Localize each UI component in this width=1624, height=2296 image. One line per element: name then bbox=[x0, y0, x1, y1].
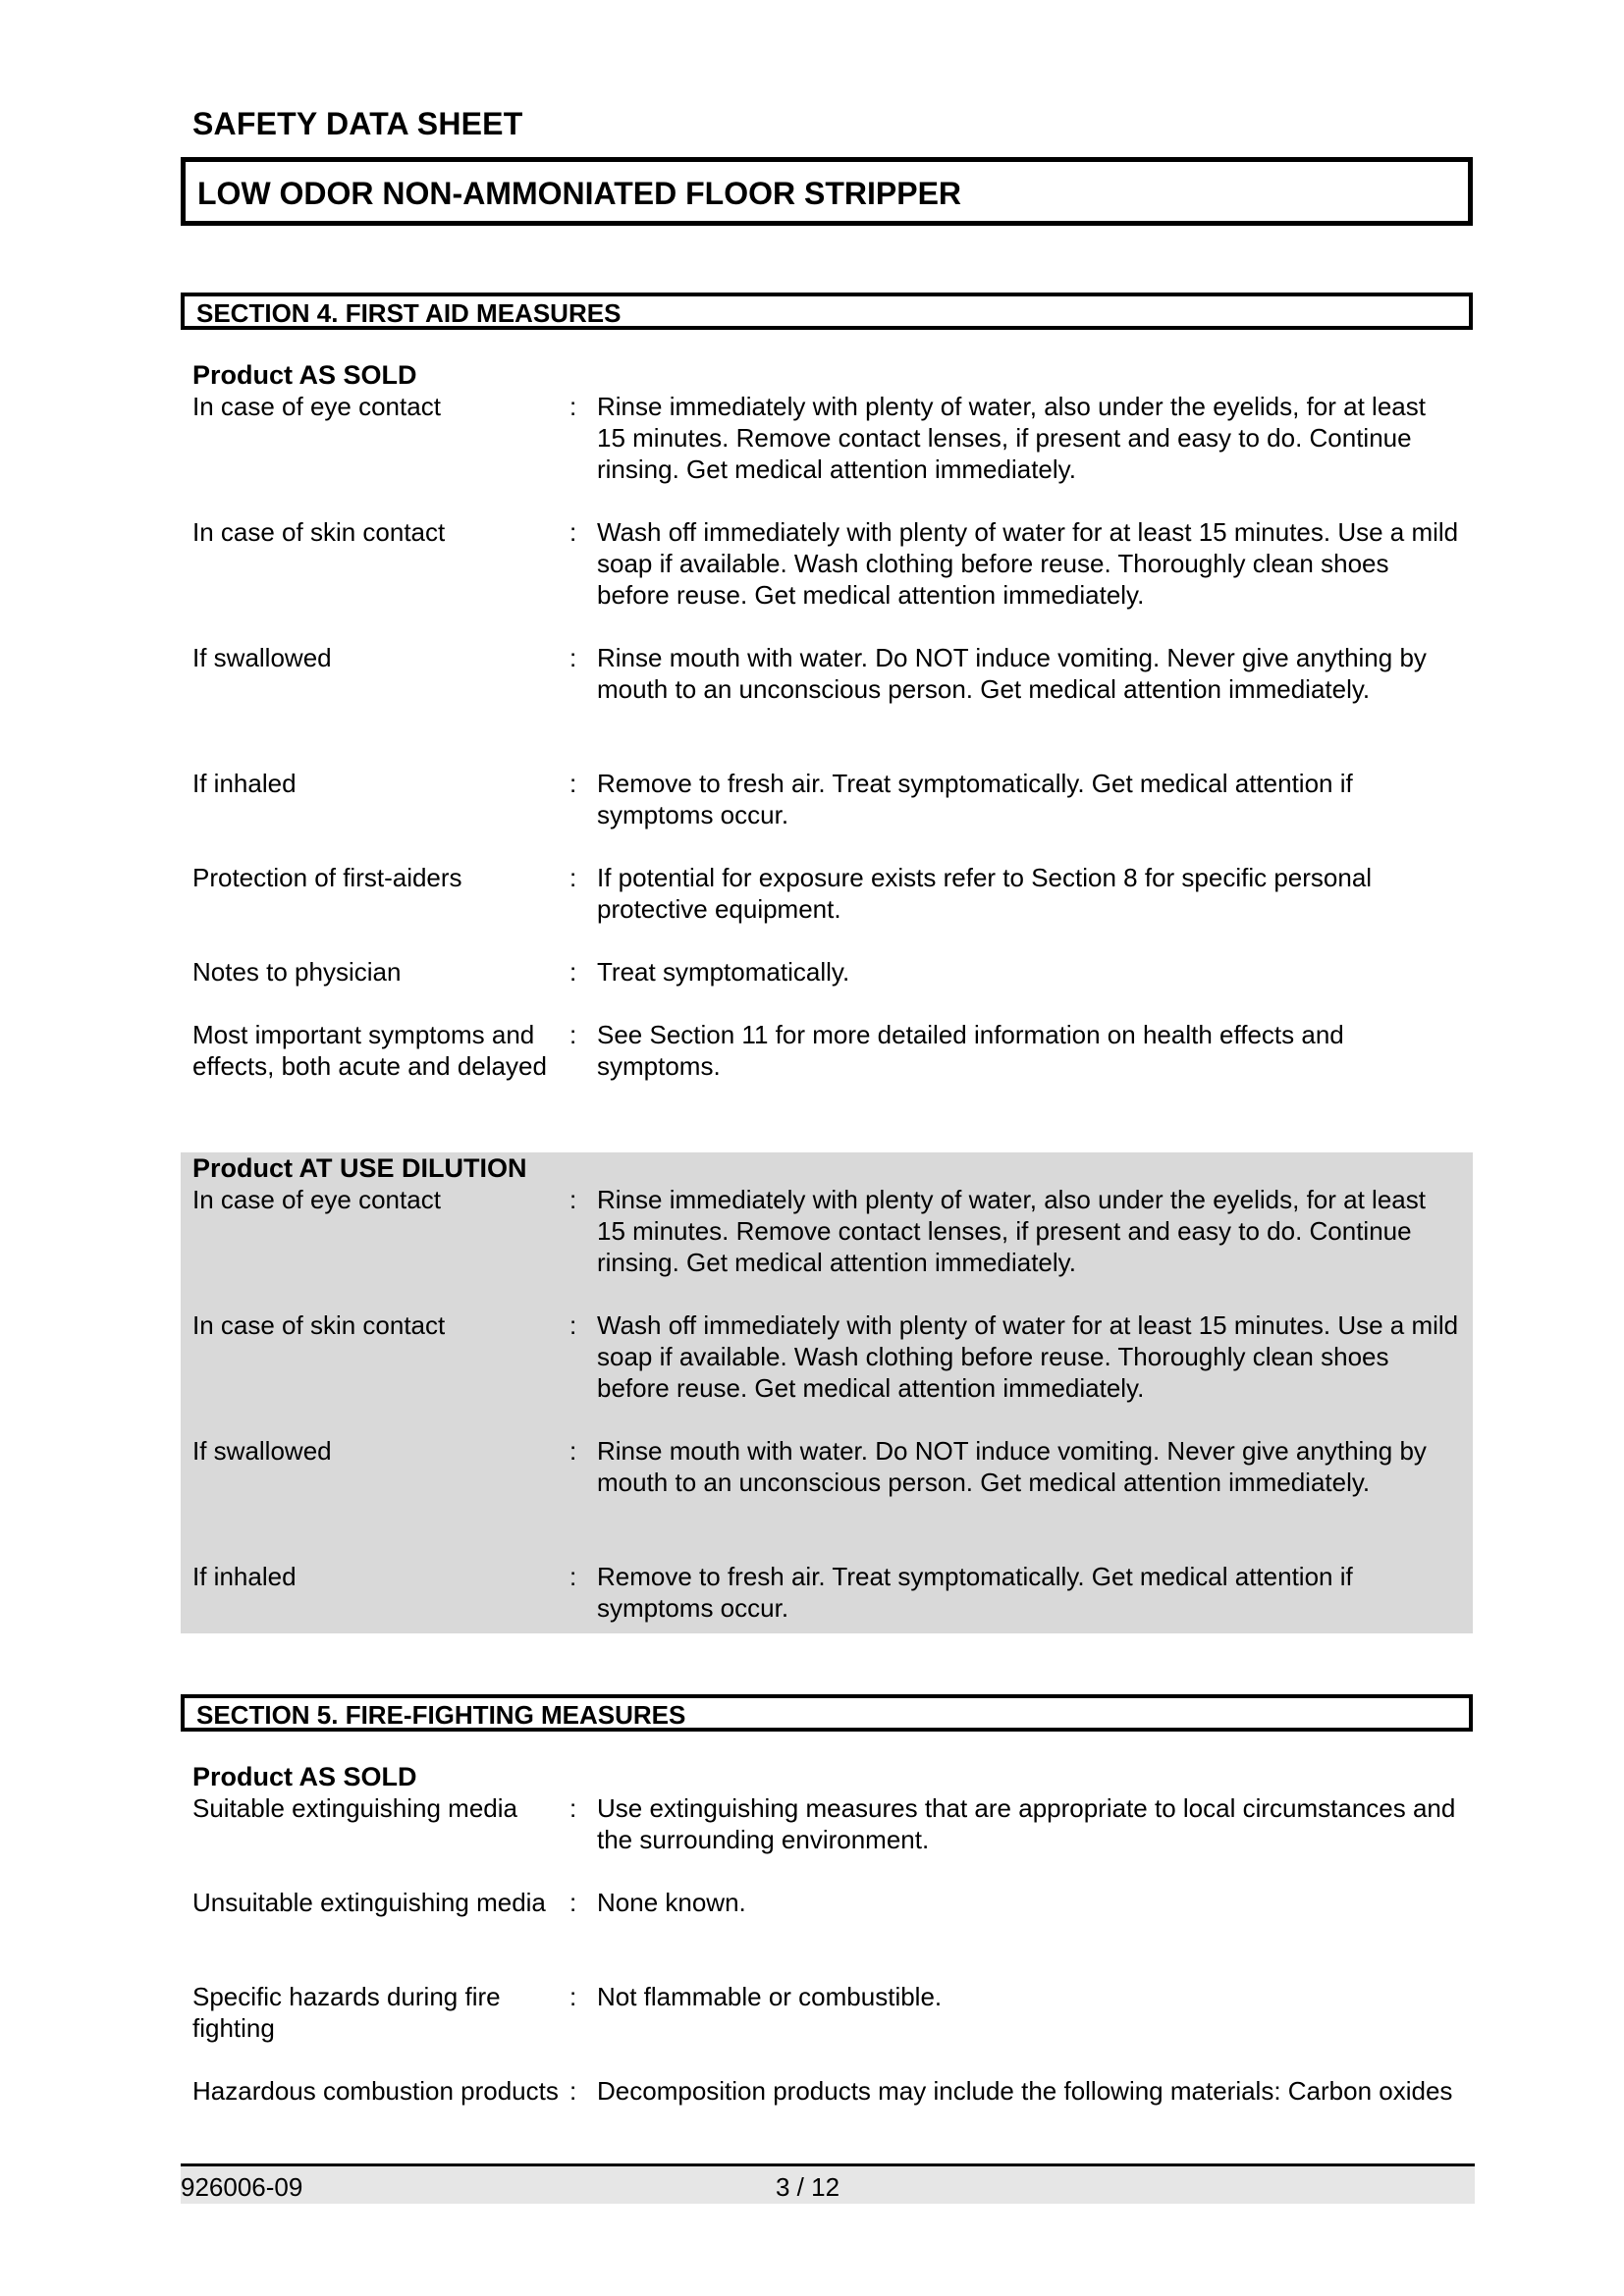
colon: : bbox=[569, 1793, 577, 1823]
field-value: None known. bbox=[597, 1888, 746, 1917]
list-item bbox=[181, 516, 1473, 642]
list-item bbox=[181, 1184, 1473, 1309]
colon: : bbox=[569, 769, 577, 798]
colon: : bbox=[569, 2076, 577, 2106]
section-4-as-sold-group bbox=[181, 359, 1473, 1129]
group-title: Product AT USE DILUTION bbox=[192, 1153, 527, 1183]
field-value: If potential for exposure exists refer to Section 8 for specific personal protective equipment. bbox=[597, 863, 1373, 924]
section-4-at-use-group bbox=[181, 1152, 1473, 1633]
field-value: Rinse mouth with water. Do NOT induce vomiting. Never give anything by mouth to an unconscious person. Get medical attention immediately. bbox=[597, 1436, 1427, 1497]
list-item bbox=[181, 956, 1473, 1019]
document-title: SAFETY DATA SHEET bbox=[192, 106, 523, 141]
field-value: See Section 11 for more detailed information on health effects and symptoms. bbox=[597, 1020, 1344, 1081]
field-value: Rinse mouth with water. Do NOT induce vomiting. Never give anything by mouth to an unconscious person. Get medical attention immediately. bbox=[597, 643, 1427, 704]
group-title: Product AS SOLD bbox=[192, 1762, 417, 1791]
field-label: If inhaled bbox=[192, 1562, 297, 1591]
product-name-box bbox=[181, 157, 1473, 226]
colon: : bbox=[569, 1888, 577, 1917]
list-item bbox=[181, 1981, 1473, 2075]
list-item bbox=[181, 642, 1473, 768]
field-value: Not flammable or combustible. bbox=[597, 1982, 943, 2011]
colon: : bbox=[569, 1436, 577, 1466]
field-label: Specific hazards during fire fighting bbox=[192, 1982, 501, 2043]
list-item bbox=[181, 391, 1473, 516]
field-value: Rinse immediately with plenty of water, also under the eyelids, for at least 15 minutes. Remove contact lenses, if present and easy to do. Continue rinsing. Get medical attention immediately. bbox=[597, 392, 1426, 484]
document-code: 926006-09 bbox=[181, 2172, 303, 2202]
list-item bbox=[181, 1887, 1473, 1981]
field-value: Wash off immediately with plenty of water for at least 15 minutes. Use a mild soap if available. Wash clothing before reuse. Thoroughly clean shoes before reuse. Get medical attention immediately. bbox=[597, 517, 1459, 610]
group-title: Product AS SOLD bbox=[192, 360, 417, 390]
field-value: Decomposition products may include the following materials: Carbon oxides bbox=[597, 2076, 1453, 2106]
field-label: Protection of first-aiders bbox=[192, 863, 462, 892]
section-5-title: SECTION 5. FIRE-FIGHTING MEASURES bbox=[196, 1700, 686, 1730]
field-value: Rinse immediately with plenty of water, also under the eyelids, for at least 15 minutes. Remove contact lenses, if present and easy to do. Continue rinsing. Get medical attention immediately. bbox=[597, 1185, 1426, 1277]
colon: : bbox=[569, 1020, 577, 1049]
field-label: If swallowed bbox=[192, 643, 332, 672]
section-4-header bbox=[181, 293, 1473, 330]
list-item bbox=[181, 862, 1473, 956]
colon: : bbox=[569, 1185, 577, 1214]
colon: : bbox=[569, 517, 577, 547]
field-value: Remove to fresh air. Treat symptomatically. Get medical attention if symptoms occur. bbox=[597, 1562, 1353, 1623]
field-label: If inhaled bbox=[192, 769, 297, 798]
field-value: Treat symptomatically. bbox=[597, 957, 850, 987]
field-label: Hazardous combustion products bbox=[192, 2076, 559, 2106]
list-item bbox=[181, 768, 1473, 862]
colon: : bbox=[569, 1310, 577, 1340]
field-label: Unsuitable extinguishing media bbox=[192, 1888, 546, 1917]
field-label: Most important symptoms and effects, both acute and delayed bbox=[192, 1020, 547, 1081]
field-value: Wash off immediately with plenty of water for at least 15 minutes. Use a mild soap if available. Wash clothing before reuse. Thoroughly clean shoes before reuse. Get medical attention immediately. bbox=[597, 1310, 1459, 1403]
colon: : bbox=[569, 392, 577, 421]
field-value: Use extinguishing measures that are appropriate to local circumstances and the surrounding environment. bbox=[597, 1793, 1456, 1854]
page-number: 3 / 12 bbox=[776, 2172, 840, 2202]
list-item bbox=[181, 1561, 1473, 1631]
field-label: In case of eye contact bbox=[192, 392, 441, 421]
field-label: In case of skin contact bbox=[192, 517, 446, 547]
field-label: Suitable extinguishing media bbox=[192, 1793, 517, 1823]
list-item bbox=[181, 2075, 1473, 2146]
section-5-header bbox=[181, 1694, 1473, 1732]
section-5-as-sold-group bbox=[181, 1761, 1473, 2146]
list-item bbox=[181, 1792, 1473, 1887]
field-value: Remove to fresh air. Treat symptomatically. Get medical attention if symptoms occur. bbox=[597, 769, 1353, 829]
field-label: If swallowed bbox=[192, 1436, 332, 1466]
field-label: In case of skin contact bbox=[192, 1310, 446, 1340]
product-name: LOW ODOR NON-AMMONIATED FLOOR STRIPPER bbox=[197, 176, 962, 211]
colon: : bbox=[569, 957, 577, 987]
colon: : bbox=[569, 863, 577, 892]
field-label: Notes to physician bbox=[192, 957, 402, 987]
colon: : bbox=[569, 1982, 577, 2011]
list-item bbox=[181, 1019, 1473, 1129]
list-item bbox=[181, 1435, 1473, 1561]
colon: : bbox=[569, 1562, 577, 1591]
list-item bbox=[181, 1309, 1473, 1435]
section-4-title: SECTION 4. FIRST AID MEASURES bbox=[196, 298, 622, 328]
field-label: In case of eye contact bbox=[192, 1185, 441, 1214]
colon: : bbox=[569, 643, 577, 672]
